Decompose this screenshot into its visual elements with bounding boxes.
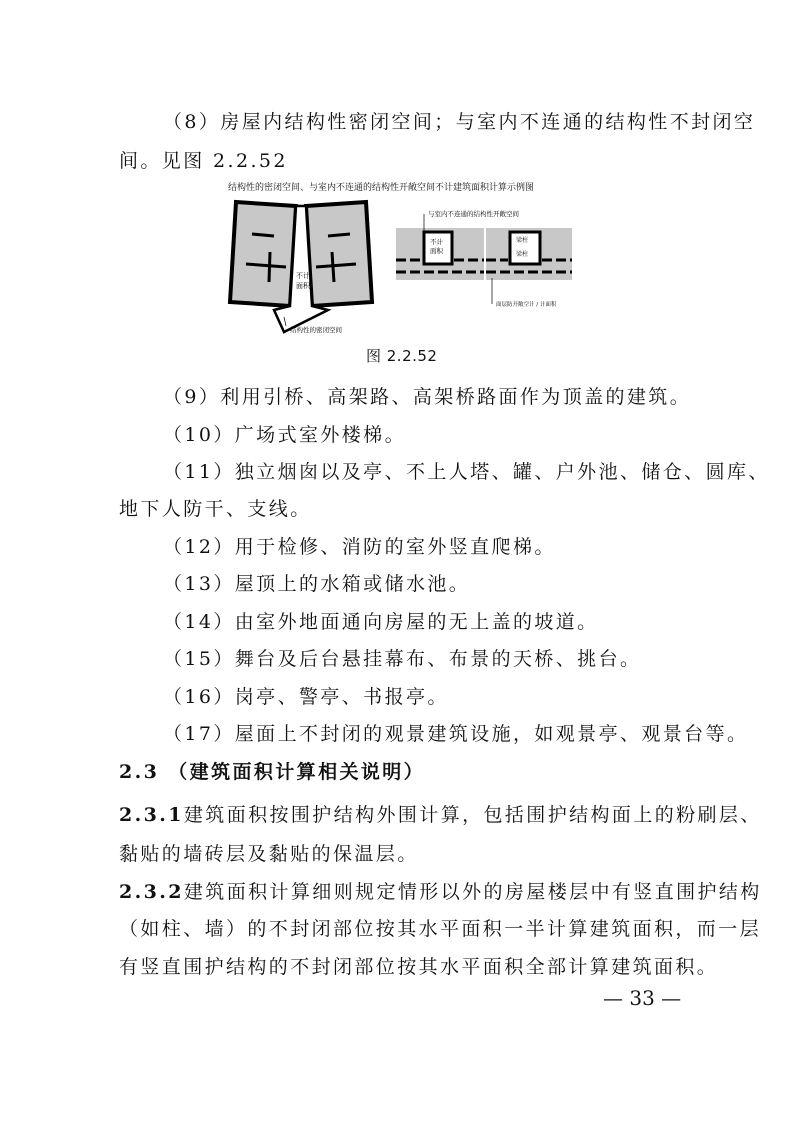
label-open-space: 与室内不连通的结构性开敞空间 (428, 210, 519, 218)
section-2-3-1-line-2: 黏贴的墙砖层及黏贴的保温层。 (119, 843, 419, 865)
left-building-b (306, 202, 372, 306)
section-2-3-2-number: 2.3.2 (119, 881, 184, 903)
paragraph-9: （9）利用引桥、高架路、高架桥路面作为顶盖的建筑。 (163, 386, 692, 408)
figure-diagram (224, 192, 574, 342)
section-2-3-2-line-2: （如柱、墙）的不封闭部位按其水平面积一半计算建筑面积，而一层 (119, 918, 762, 940)
page-number: — 33 — (603, 986, 682, 1010)
paragraph-12: （12）用于检修、消防的室外竖直爬梯。 (163, 536, 556, 558)
paragraph-15: （15）舞台及后台悬挂幕布、布景的天桥、挑台。 (163, 648, 642, 670)
section-2-3-1-number: 2.3.1 (119, 804, 184, 826)
paragraph-16: （16）岗亭、警亭、书报亭。 (163, 686, 449, 708)
figure-caption: 图 2.2.52 (366, 347, 438, 365)
label-not-counted-1: 不计 (296, 272, 310, 280)
paragraph-11-line-1: （11）独立烟囱以及亭、不上人塔、罐、户外池、储仓、圆库、 (163, 461, 770, 483)
label-small-a: 梁柱 (516, 237, 529, 244)
label-bottom-right: 面层防开敞空计 / 计面积 (496, 302, 557, 308)
label-not-counted-2: 面积 (296, 282, 310, 290)
label-closed-space: 结构性的密闭空间 (290, 326, 342, 334)
paragraph-8-line-2: 间。见图 2.2.52 (119, 150, 288, 172)
paragraph-10: （10）广场式室外楼梯。 (163, 424, 406, 446)
section-2-3-2-line-1 (119, 880, 762, 904)
section-2-3-2-line-3: 有竖直围护结构的不封闭部位按其水平面积全部计算建筑面积。 (119, 956, 719, 978)
label-b2: 面积 (430, 247, 443, 255)
section-2-3-1-line-1 (119, 803, 762, 827)
paragraph-11-line-2: 地下人防干、支线。 (119, 498, 312, 520)
paragraph-17: （17）屋面上不封闭的观景建筑设施，如观景亭、观景台等。 (163, 723, 749, 745)
label-small-b: 梁柱 (516, 251, 529, 258)
figure-title: 结构性的密闭空间、与室内不连通的结构性开敞空间不计建筑面积计算示例图 (228, 183, 535, 193)
section-heading: 2.3 （建筑面积计算相关说明） (119, 761, 426, 783)
left-building-a (230, 202, 296, 306)
right-plan (486, 228, 572, 280)
paragraph-14: （14）由室外地面通向房屋的无上盖的坡道。 (163, 611, 599, 633)
paragraph-8-line-1: （8）房屋内结构性密闭空间；与室内不连通的结构性不封闭空 (163, 111, 756, 133)
section-2-3-1-text: 建筑面积按围护结构外围计算，包括围护结构面上的粉刷层、 (183, 804, 762, 826)
section-2-3-2-text: 建筑面积计算细则规定情形以外的房屋楼层中有竖直围护结构 (183, 881, 762, 903)
paragraph-13: （13）屋顶上的水箱或储水池。 (163, 573, 471, 595)
label-b1: 不计 (430, 238, 443, 246)
